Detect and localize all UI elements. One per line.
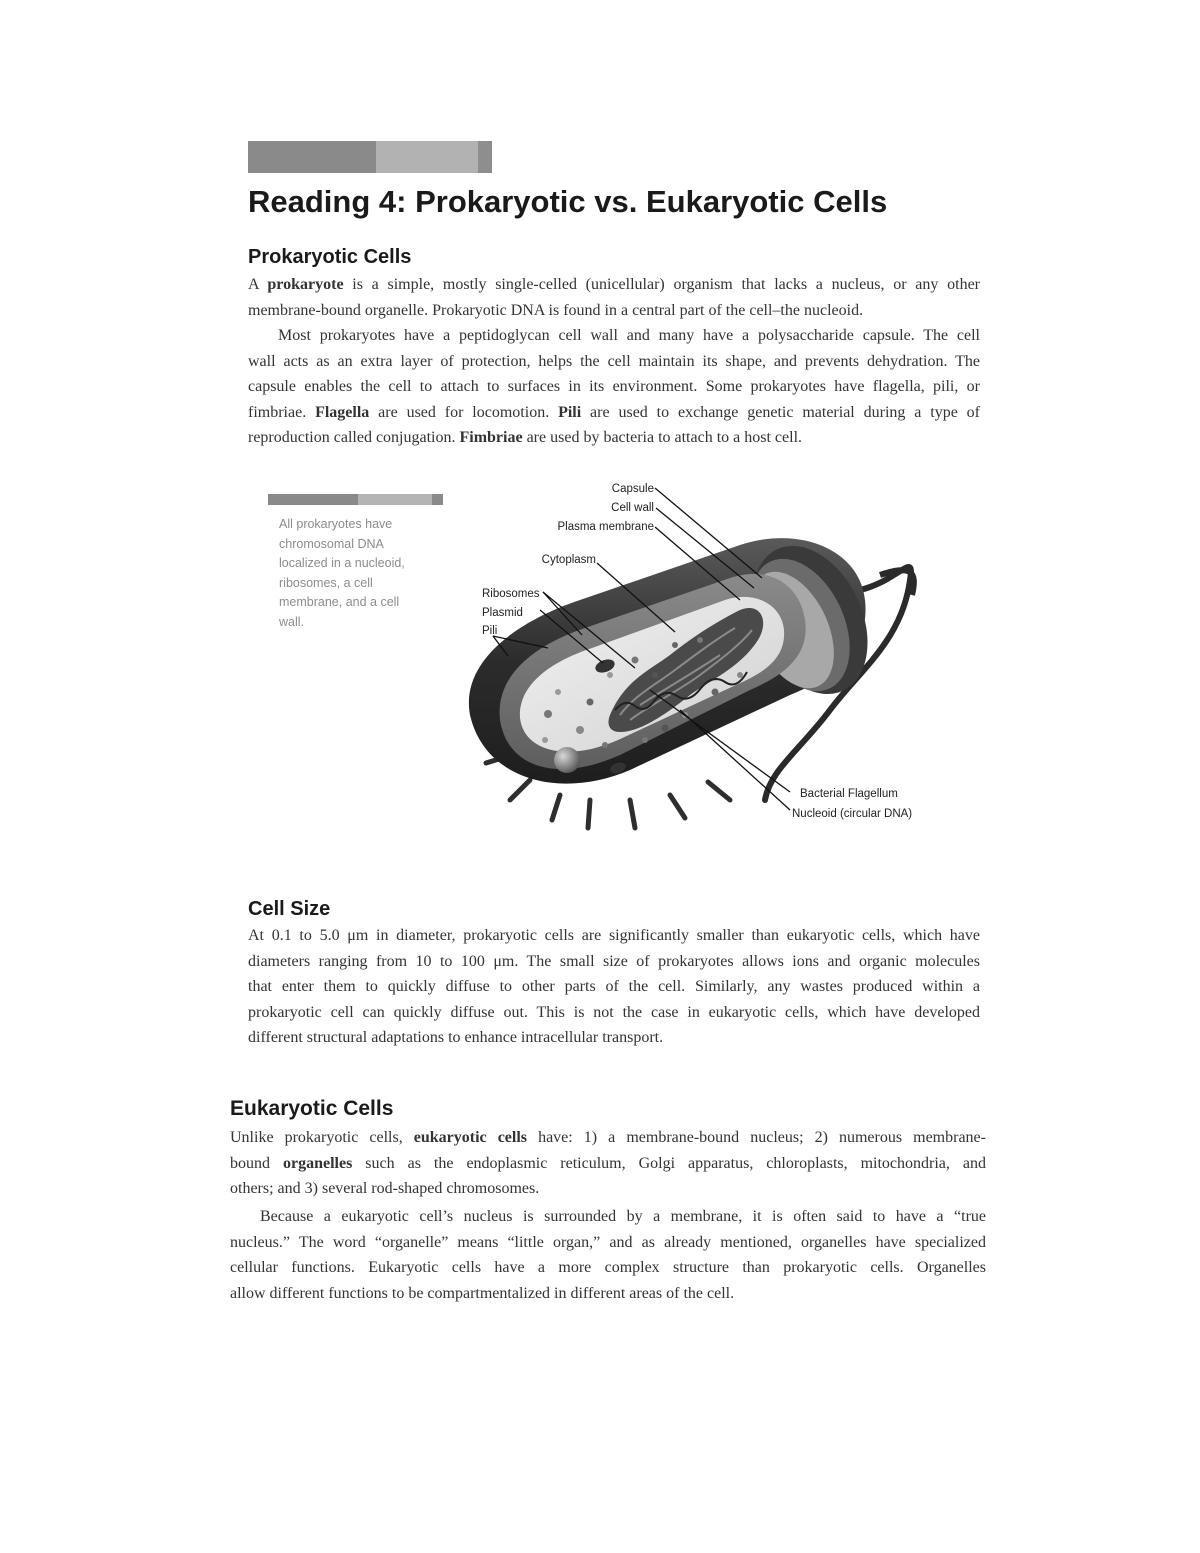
text-line: Because a eukaryotic cell’s nucleus is surrounded by a membrane, it is often said to have a “true bbox=[260, 1208, 986, 1225]
cell-size-paragraph bbox=[248, 923, 980, 1051]
text-line: fimbriae. Flagella are used for locomotion. Pili are used to exchange genetic material during a type of bbox=[248, 403, 980, 421]
label-ribosomes: Ribosomes bbox=[482, 588, 540, 600]
label-bacterial-flagellum: Bacterial Flagellum bbox=[800, 788, 898, 800]
text-line: reproduction called conjugation. Fimbriae are used by bacteria to attach to a host cell. bbox=[248, 429, 803, 446]
label-plasma-membrane: Plasma membrane bbox=[557, 521, 654, 533]
text-line: wall acts as an extra layer of protection, helps the cell maintain its shape, and prevents dehydration. The bbox=[248, 352, 980, 370]
sidebar-decor-bar bbox=[268, 494, 443, 505]
text-line: nucleus.” The word “organelle” means “little organ,” and as already mentioned, organelles have specialized bbox=[230, 1233, 986, 1251]
label-capsule: Capsule bbox=[611, 483, 654, 495]
sidebar-bar-segment bbox=[358, 494, 432, 505]
text-line: diameters ranging from 10 to 100 μm. The small size of prokaryotes allows ions and organic molecules bbox=[248, 952, 980, 970]
header-bar-segment bbox=[376, 141, 478, 173]
text-line: capsule enables the cell to attach to surfaces in its environment. Some prokaryotes have flagella, pili, or bbox=[248, 378, 980, 395]
eukaryotic-paragraph-2 bbox=[230, 1204, 986, 1306]
prokaryotic-heading: Prokaryotic Cells bbox=[248, 246, 412, 268]
header-bar-segment bbox=[248, 141, 376, 173]
term-fimbriae: Fimbriae bbox=[459, 429, 523, 446]
text-line: Unlike prokaryotic cells, eukaryotic cells have: 1) a membrane-bound nucleus; 2) numerous membrane- bbox=[230, 1129, 986, 1146]
prokaryotic-paragraph-1 bbox=[248, 272, 980, 323]
text-line: membrane-bound organelle. Prokaryotic DNA is found in a central part of the cell–the nucleoid. bbox=[248, 301, 864, 319]
page-title: Reading 4: Prokaryotic vs. Eukaryotic Cells bbox=[248, 184, 888, 219]
label-pili: Pili bbox=[482, 625, 498, 637]
prokaryotic-paragraph-2 bbox=[248, 323, 980, 451]
text-line: prokaryotic cell can quickly diffuse out. This is not the case in eukaryotic cells, which have developed bbox=[248, 1003, 980, 1021]
eukaryotic-heading: Eukaryotic Cells bbox=[230, 1097, 394, 1120]
term-pili: Pili bbox=[558, 403, 582, 421]
term-organelles: organelles bbox=[282, 1154, 353, 1172]
text-line: that enter them to quickly diffuse to other parts of the cell. Similarly, any wastes produced within a bbox=[248, 978, 980, 995]
eukaryotic-paragraph-1 bbox=[230, 1125, 986, 1202]
label-plasmid: Plasmid bbox=[482, 607, 523, 619]
text-line: At 0.1 to 5.0 μm in diameter, prokaryotic cells are significantly smaller than eukaryotic cells, which have bbox=[248, 927, 980, 944]
prokaryotic-cell-diagram bbox=[440, 470, 960, 870]
header-bar-segment bbox=[478, 141, 492, 173]
text-line: bound organelles such as the endoplasmic reticulum, Golgi apparatus, chloroplasts, mitochondria, and bbox=[230, 1154, 986, 1172]
text-line: allow different functions to be compartmentalized in different areas of the cell. bbox=[230, 1284, 735, 1302]
term-eukaryotic-cells: eukaryotic cells bbox=[413, 1129, 528, 1146]
text-line: others; and 3) several rod-shaped chromosomes. bbox=[230, 1180, 540, 1197]
text-line: cellular functions. Eukaryotic cells have a more complex structure than prokaryotic cells. Organelles bbox=[230, 1259, 986, 1276]
sidebar-note: All prokaryotes have chromosomal DNA localized in a nucleoid, ribosomes, a cell membrane, and a cell wall. bbox=[279, 517, 405, 629]
label-cytoplasm: Cytoplasm bbox=[541, 554, 596, 566]
term-flagella: Flagella bbox=[315, 403, 370, 421]
header-decor-bar bbox=[248, 141, 492, 173]
label-nucleoid: Nucleoid (circular DNA) bbox=[792, 808, 913, 820]
text-line: Most prokaryotes have a peptidoglycan cell wall and many have a polysaccharide capsule. The cell bbox=[278, 327, 980, 344]
label-cell-wall: Cell wall bbox=[611, 502, 654, 514]
sidebar-bar-segment bbox=[268, 494, 358, 505]
text-line: A prokaryote is a simple, mostly single-celled (unicellular) organism that lacks a nucleus, or any other bbox=[248, 276, 981, 293]
cell-size-heading: Cell Size bbox=[248, 898, 331, 920]
text-line: different structural adaptations to enhance intracellular transport. bbox=[248, 1029, 664, 1046]
term-prokaryote: prokaryote bbox=[267, 276, 344, 293]
